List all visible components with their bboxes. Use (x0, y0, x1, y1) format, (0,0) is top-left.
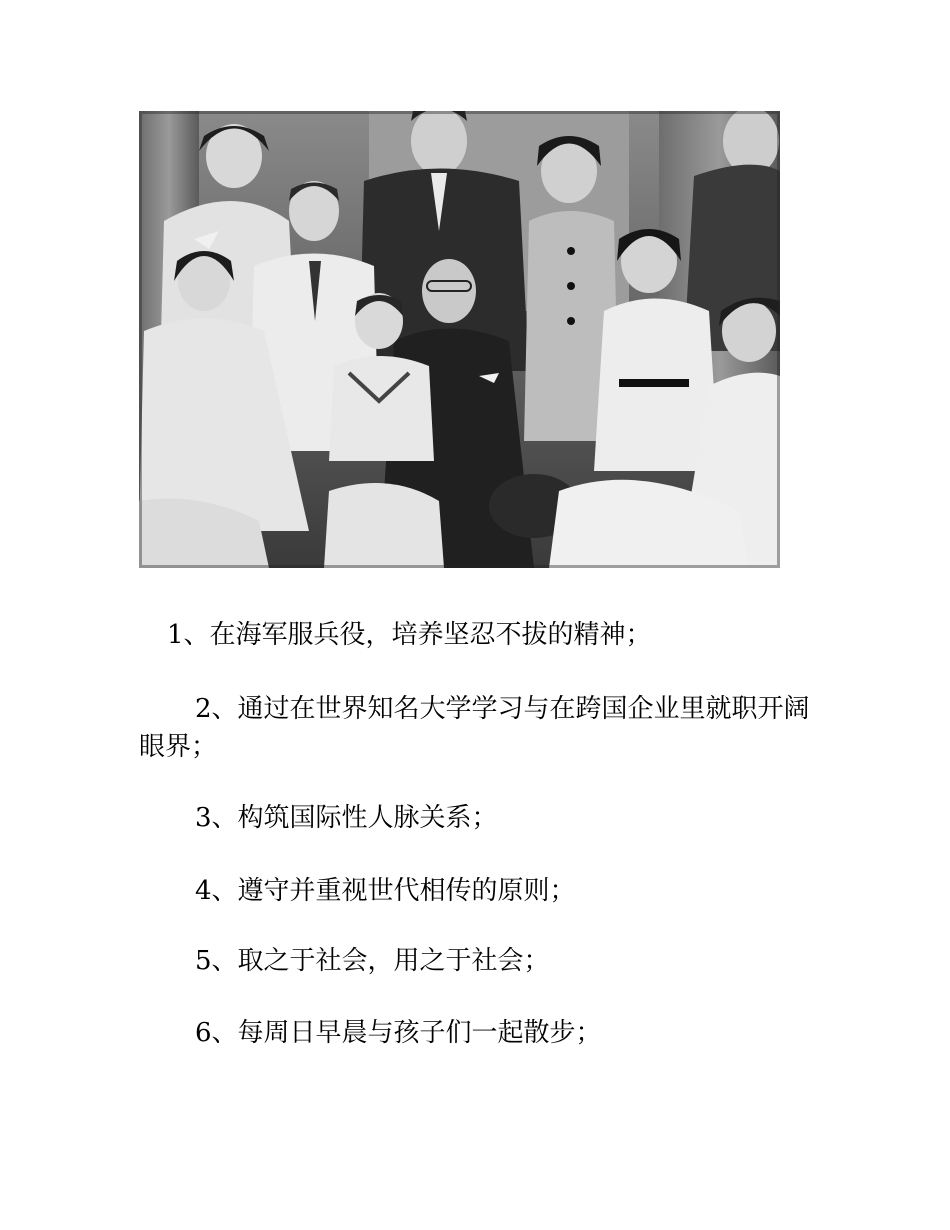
paragraph-4: 4、遵守并重视世代相传的原则； (195, 876, 576, 906)
paragraph-5: 5、取之于社会，用之于社会； (195, 946, 550, 976)
paragraph-6: 6、每周日早晨与孩子们一起散步； (195, 1018, 602, 1048)
paragraph-1: 1、在海军服兵役，培养坚忍不拔的精神； (167, 620, 652, 650)
family-photo-image (139, 111, 780, 568)
paragraph-3: 3、构筑国际性人脉关系； (195, 803, 498, 833)
paragraph-2: 2、通过在世界知名大学学习与在跨国企业里就职开阔眼界； (139, 694, 810, 762)
family-photo-drawing (139, 111, 780, 568)
